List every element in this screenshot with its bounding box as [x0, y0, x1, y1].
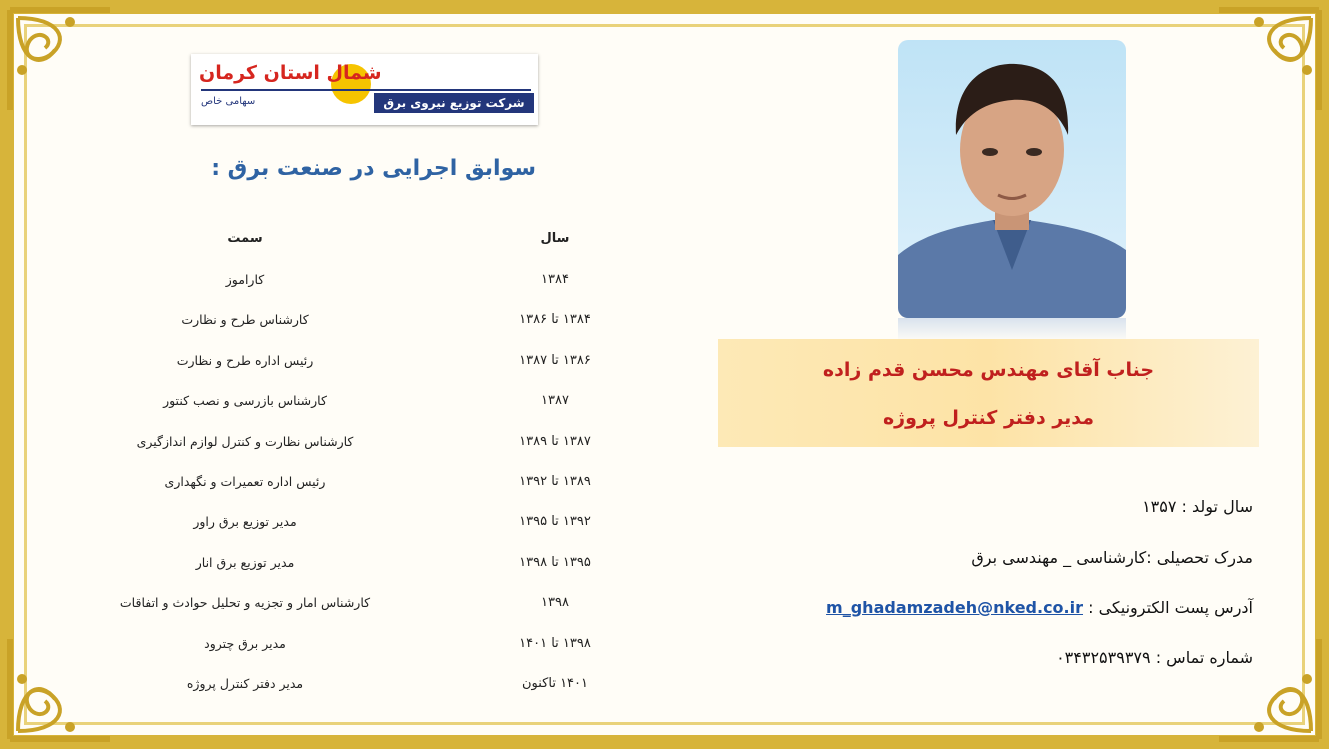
- degree-label: مدرک تحصیلی :: [1146, 548, 1253, 567]
- profile-photo: [898, 40, 1126, 318]
- row-role: کارشناس امار و تجزیه و تحلیل حوادث و اتفاقات: [119, 595, 371, 611]
- phone-value: ۰۳۴۳۲۵۳۹۳۷۹: [1056, 648, 1151, 667]
- table-row: [90, 514, 620, 554]
- row-year: ۱۳۸۷ تا ۱۳۸۹: [519, 433, 591, 449]
- row-role: کارشناس طرح و نظارت: [181, 312, 309, 328]
- row-year: ۱۳۸۴ تا ۱۳۸۶: [519, 312, 591, 328]
- row-year: ۱۳۹۵ تا ۱۳۹۸: [519, 554, 591, 570]
- row-role: مدیر توزیع برق راور: [193, 514, 297, 530]
- logo-region-text: شمال استان کرمان: [199, 62, 382, 84]
- table-row: [90, 312, 620, 352]
- person-title: مدیر دفتر کنترل پروژه: [882, 407, 1095, 429]
- row-role: کاراموز: [225, 272, 265, 287]
- email-label: آدرس پست الکترونیکی :: [1088, 598, 1253, 617]
- degree-value: کارشناسی _ مهندسی برق: [971, 548, 1147, 567]
- row-year: ۱۳۸۴: [541, 272, 569, 287]
- table-header-year: سال: [540, 231, 570, 246]
- table-row: [90, 272, 620, 312]
- row-role: مدیر دفتر کنترل پروژه: [186, 676, 304, 691]
- corner-ornament-icon: [1209, 0, 1329, 120]
- row-year: ۱۳۹۲ تا ۱۳۹۵: [519, 514, 591, 530]
- table-row: [90, 353, 620, 393]
- row-year: ۱۳۸۹ تا ۱۳۹۲: [519, 474, 591, 489]
- table-header-role: سمت: [227, 231, 263, 246]
- table-row: [90, 555, 620, 595]
- person-name: جناب آقای مهندس محسن قدم زاده: [822, 359, 1155, 381]
- section-title: سوابق اجرایی در صنعت برق :: [211, 156, 536, 181]
- row-year: ۱۳۹۸ تا ۱۴۰۱: [519, 635, 591, 651]
- logo-divider: [201, 89, 531, 91]
- corner-ornament-icon: [1209, 629, 1329, 749]
- phone-line: [760, 648, 1253, 667]
- degree-line: [760, 548, 1253, 567]
- row-year: ۱۴۰۱ تاکنون: [521, 676, 589, 691]
- table-row: [90, 474, 620, 514]
- name-banner: [718, 339, 1259, 447]
- email-link[interactable]: m_ghadamzadeh@nked.co.ir: [826, 598, 1083, 617]
- row-role: کارشناس بازرسی و نصب کنتور: [163, 393, 327, 409]
- birth-year-label: سال تولد :: [1181, 497, 1253, 516]
- row-year: ۱۳۹۸: [541, 595, 569, 611]
- corner-ornament-icon: [0, 0, 120, 120]
- row-role: مدیر توزیع برق انار: [195, 554, 295, 570]
- logo-company-text: شرکت توزیع نیروی برق: [374, 93, 534, 113]
- logo-sub-text: سهامی خاص: [201, 96, 256, 107]
- row-role: رئیس اداره تعمیرات و نگهداری: [164, 474, 326, 489]
- row-year: ۱۳۸۶ تا ۱۳۸۷: [519, 352, 591, 368]
- phone-label: شماره تماس :: [1155, 648, 1253, 667]
- table-row: [90, 434, 620, 474]
- email-line: [760, 598, 1253, 617]
- table-row: [90, 636, 620, 676]
- birth-year-line: [760, 497, 1253, 516]
- table-row: [90, 393, 620, 433]
- row-role: رئیس اداره طرح و نظارت: [176, 352, 314, 368]
- row-role: کارشناس نظارت و کنترل لوازم اندازگیری: [136, 433, 354, 449]
- row-role: مدیر برق چترود: [204, 635, 286, 651]
- row-year: ۱۳۸۷: [541, 393, 569, 409]
- table-row: [90, 595, 620, 635]
- company-logo: [191, 54, 538, 125]
- table-row: [90, 676, 620, 716]
- birth-year-value: ۱۳۵۷: [1142, 497, 1177, 516]
